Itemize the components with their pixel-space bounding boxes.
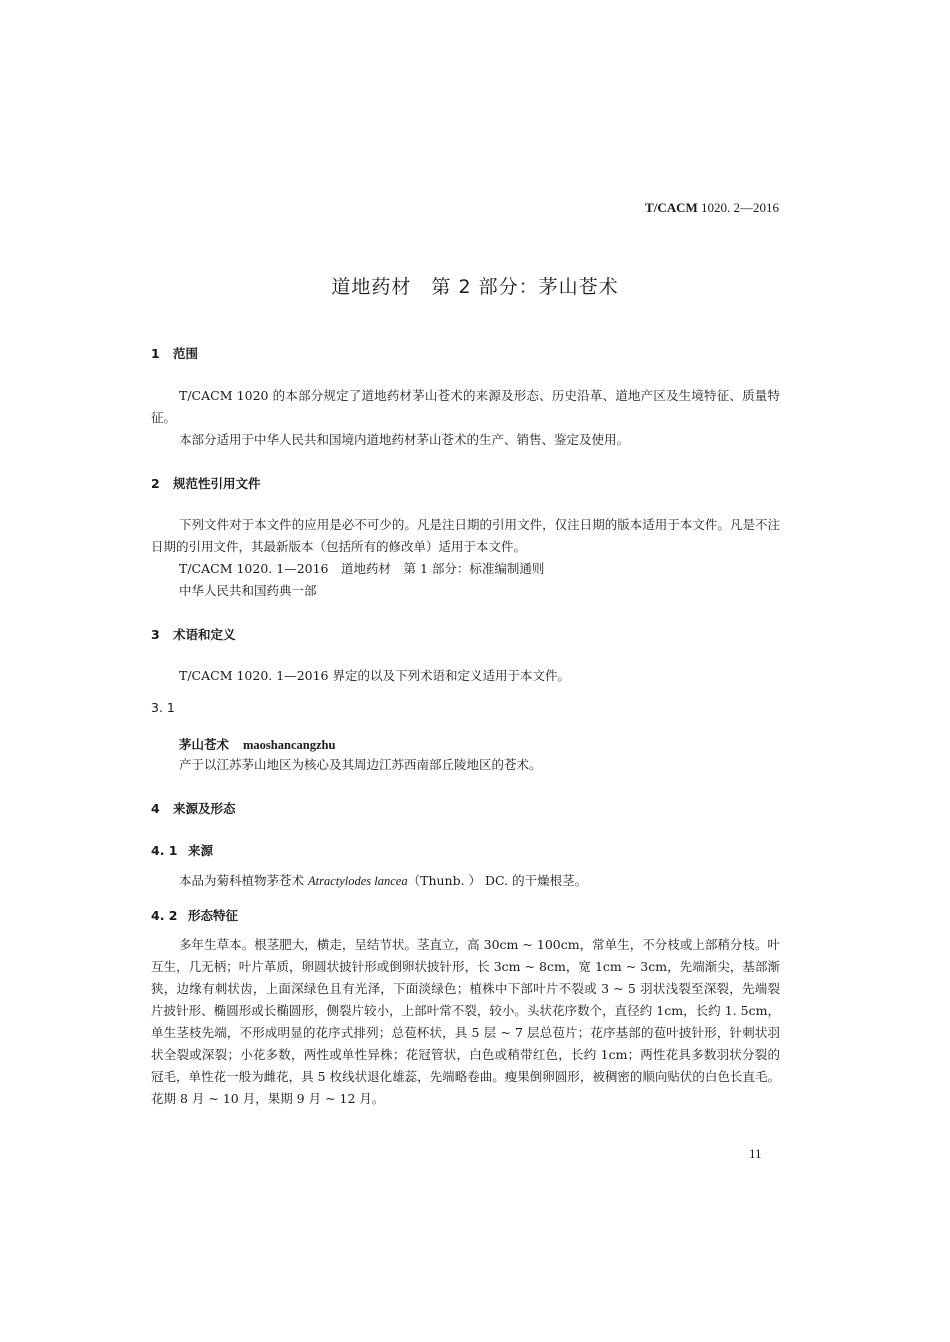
section-2-paragraph-1 — [151, 514, 780, 558]
subsection-title: 来源 — [188, 843, 214, 858]
section-number: 2 — [151, 476, 160, 491]
subsection-4-1-heading — [151, 841, 213, 859]
section-title: 范围 — [173, 346, 199, 361]
source-text-end: （Thunb. ） DC. 的干燥根茎。 — [407, 873, 588, 888]
standard-code-number: 1020. 2—2016 — [701, 200, 779, 215]
term-english: maoshancangzhu — [243, 738, 336, 752]
section-number: 3 — [151, 627, 160, 642]
section-1-paragraph-2: 本部分适用于中华人民共和国境内道地药材茅山苍术的生产、销售、鉴定及使用。 — [179, 432, 630, 447]
source-paragraph — [179, 870, 587, 892]
section-number: 1 — [151, 346, 160, 361]
section-number: 4 — [151, 801, 160, 816]
standard-code — [645, 200, 779, 216]
section-title: 来源及形态 — [173, 801, 236, 816]
section-title: 规范性引用文件 — [173, 476, 261, 491]
paragraph-text: T/CACM 1020 的本部分规定了道地药材茅山苍术的来源及形态、历史沿革、道地产区及生境特征、质量特征。 — [151, 388, 780, 425]
section-1-heading — [151, 344, 198, 362]
normative-reference-2: 中华人民共和国药典一部 — [179, 583, 317, 598]
section-3-heading — [151, 625, 236, 643]
subsection-number: 4. 1 — [151, 843, 178, 858]
term-chinese: 茅山苍术 — [179, 737, 230, 752]
paragraph-text: 下列文件对于本文件的应用是必不可少的。凡是注日期的引用文件，仅注日期的版本适用于本文件。凡是不注日期的引用文件，其最新版本（包括所有的修改单）适用于本文件。 — [151, 517, 780, 554]
section-3-paragraph-1: T/CACM 1020. 1—2016 界定的以及下列术语和定义适用于本文件。 — [179, 668, 570, 683]
subsection-title: 形态特征 — [188, 908, 239, 923]
source-text: 本品为菊科植物茅苍术 — [179, 873, 308, 888]
section-4-heading — [151, 799, 236, 817]
term-entry — [179, 735, 335, 753]
normative-reference-1: T/CACM 1020. 1—2016 道地药材 第 1 部分：标准编制通则 — [179, 561, 545, 576]
latin-name: Atractylodes lancea — [307, 874, 408, 888]
subsection-3-1-number: 3. 1 — [151, 700, 175, 715]
section-1-paragraph-1 — [151, 385, 780, 429]
morphology-paragraph — [151, 934, 780, 1110]
page-number: 11 — [749, 1146, 762, 1161]
section-title: 术语和定义 — [173, 627, 236, 642]
standard-code-prefix: T/CACM — [645, 200, 698, 215]
subsection-number: 4. 2 — [151, 908, 178, 923]
section-2-heading — [151, 474, 261, 492]
term-definition: 产于以江苏茅山地区为核心及其周边江苏西南部丘陵地区的苍术。 — [179, 757, 542, 772]
document-title: 道地药材 第 2 部分：茅山苍术 — [331, 276, 619, 298]
subsection-4-2-heading — [151, 906, 238, 924]
paragraph-text: 多年生草本。根茎肥大，横走，呈结节状。茎直立，高 30cm ~ 100cm，常单生，不分枝或上部稍分枝。叶互生，几无柄；叶片革质，卵圆状披针形或倒卵状披针形，长 3cm ~ 8cm，宽 1cm ~ 3cm，先端渐尖，基部渐狭，边缘有刺状齿，上面深绿色且有光泽，下面淡绿色；植株中下部叶片不裂或 3 ~ 5 羽状浅裂至深裂，先端裂片披针形、椭圆形或长椭圆形，侧裂片较小，上部叶常不裂，较小。头状花序数个，直径约 1cm，长约 1. 5cm，单生茎枝先端，不形成明显的花序式排列；总苞杯状，具 5 层 ~ 7 层总苞片；花序基部的苞叶披针形，针刺状羽状全裂或深裂；小花多数，两性或单性异株；花冠管状，白色或稍带红色，长约 1cm；两性花具多数羽状分裂的冠毛，单性花一般为雌花，具 5 枚线状退化雄蕊，先端略卷曲。瘦果倒卵圆形，被稠密的顺向贴伏的白色长直毛。花期 8 月 ~ 10 月，果期 9 月 ~ 12 月。 — [151, 937, 780, 1106]
